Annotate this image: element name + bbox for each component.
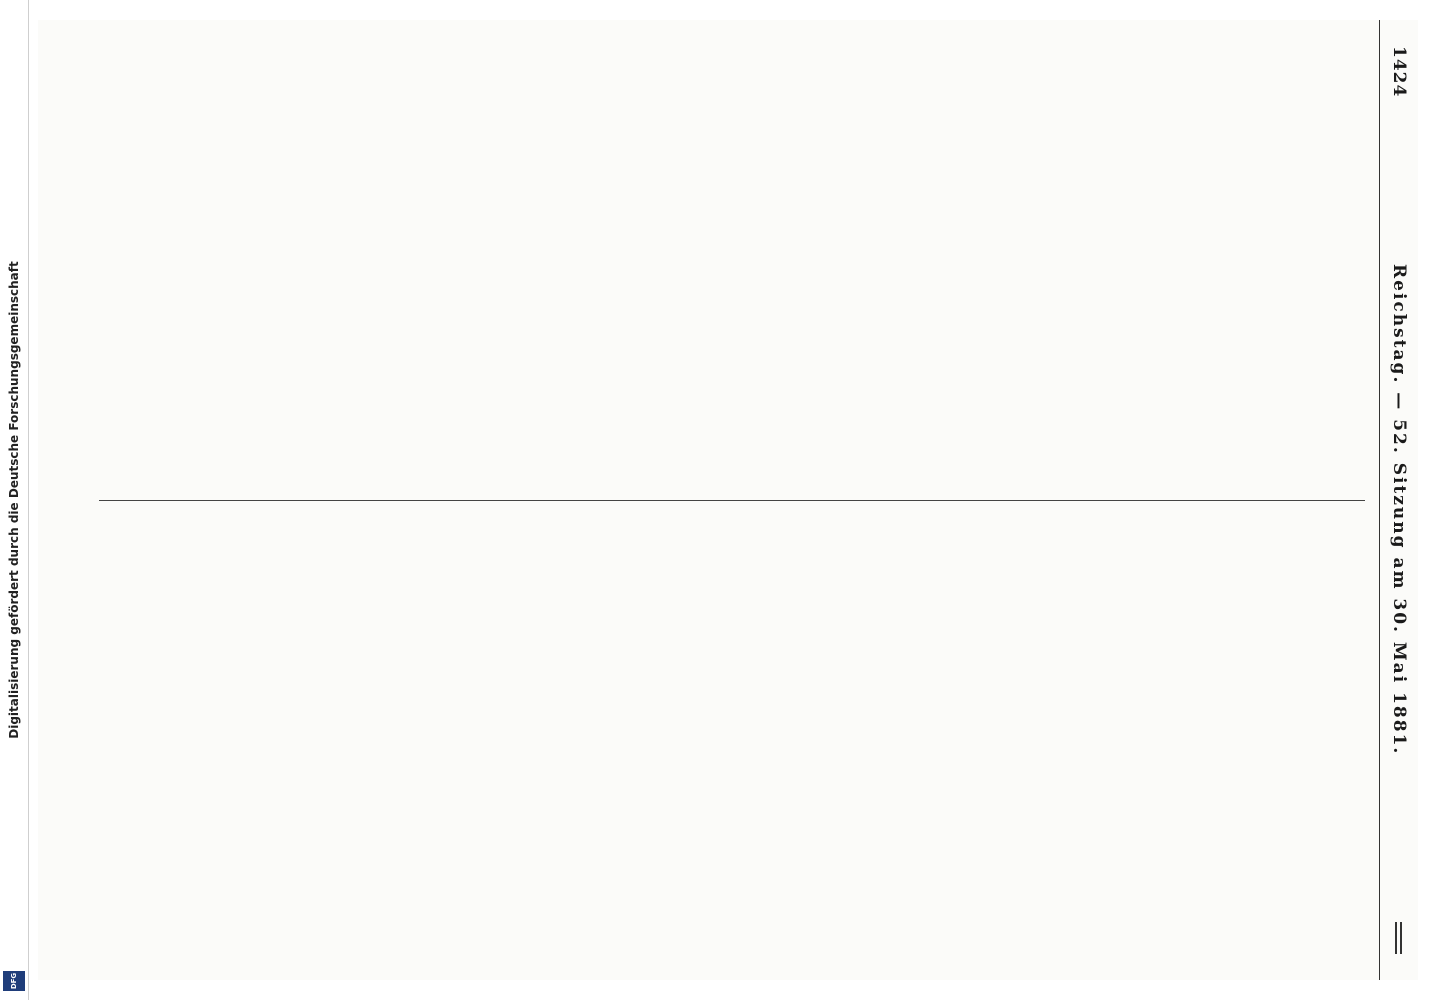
dfg-logo-icon: DFG bbox=[3, 971, 25, 991]
digitization-attribution: Digitalisierung gefördert durch die Deutsche Forschungsgemeinschaft bbox=[7, 261, 21, 739]
page-number: 1424 bbox=[1389, 46, 1409, 98]
digitization-sidebar bbox=[0, 0, 29, 1000]
scanned-page-frame bbox=[34, 14, 1422, 986]
newspaper-page bbox=[38, 20, 1418, 980]
text-column-right bbox=[79, 501, 1369, 963]
text-columns bbox=[79, 20, 1379, 980]
header-rule-mark bbox=[1396, 922, 1403, 954]
page-header bbox=[1379, 20, 1418, 980]
text-column-left bbox=[79, 38, 1369, 500]
page-title: Reichstag. — 52. Sitzung am 30. Mai 1881. bbox=[1389, 264, 1409, 756]
